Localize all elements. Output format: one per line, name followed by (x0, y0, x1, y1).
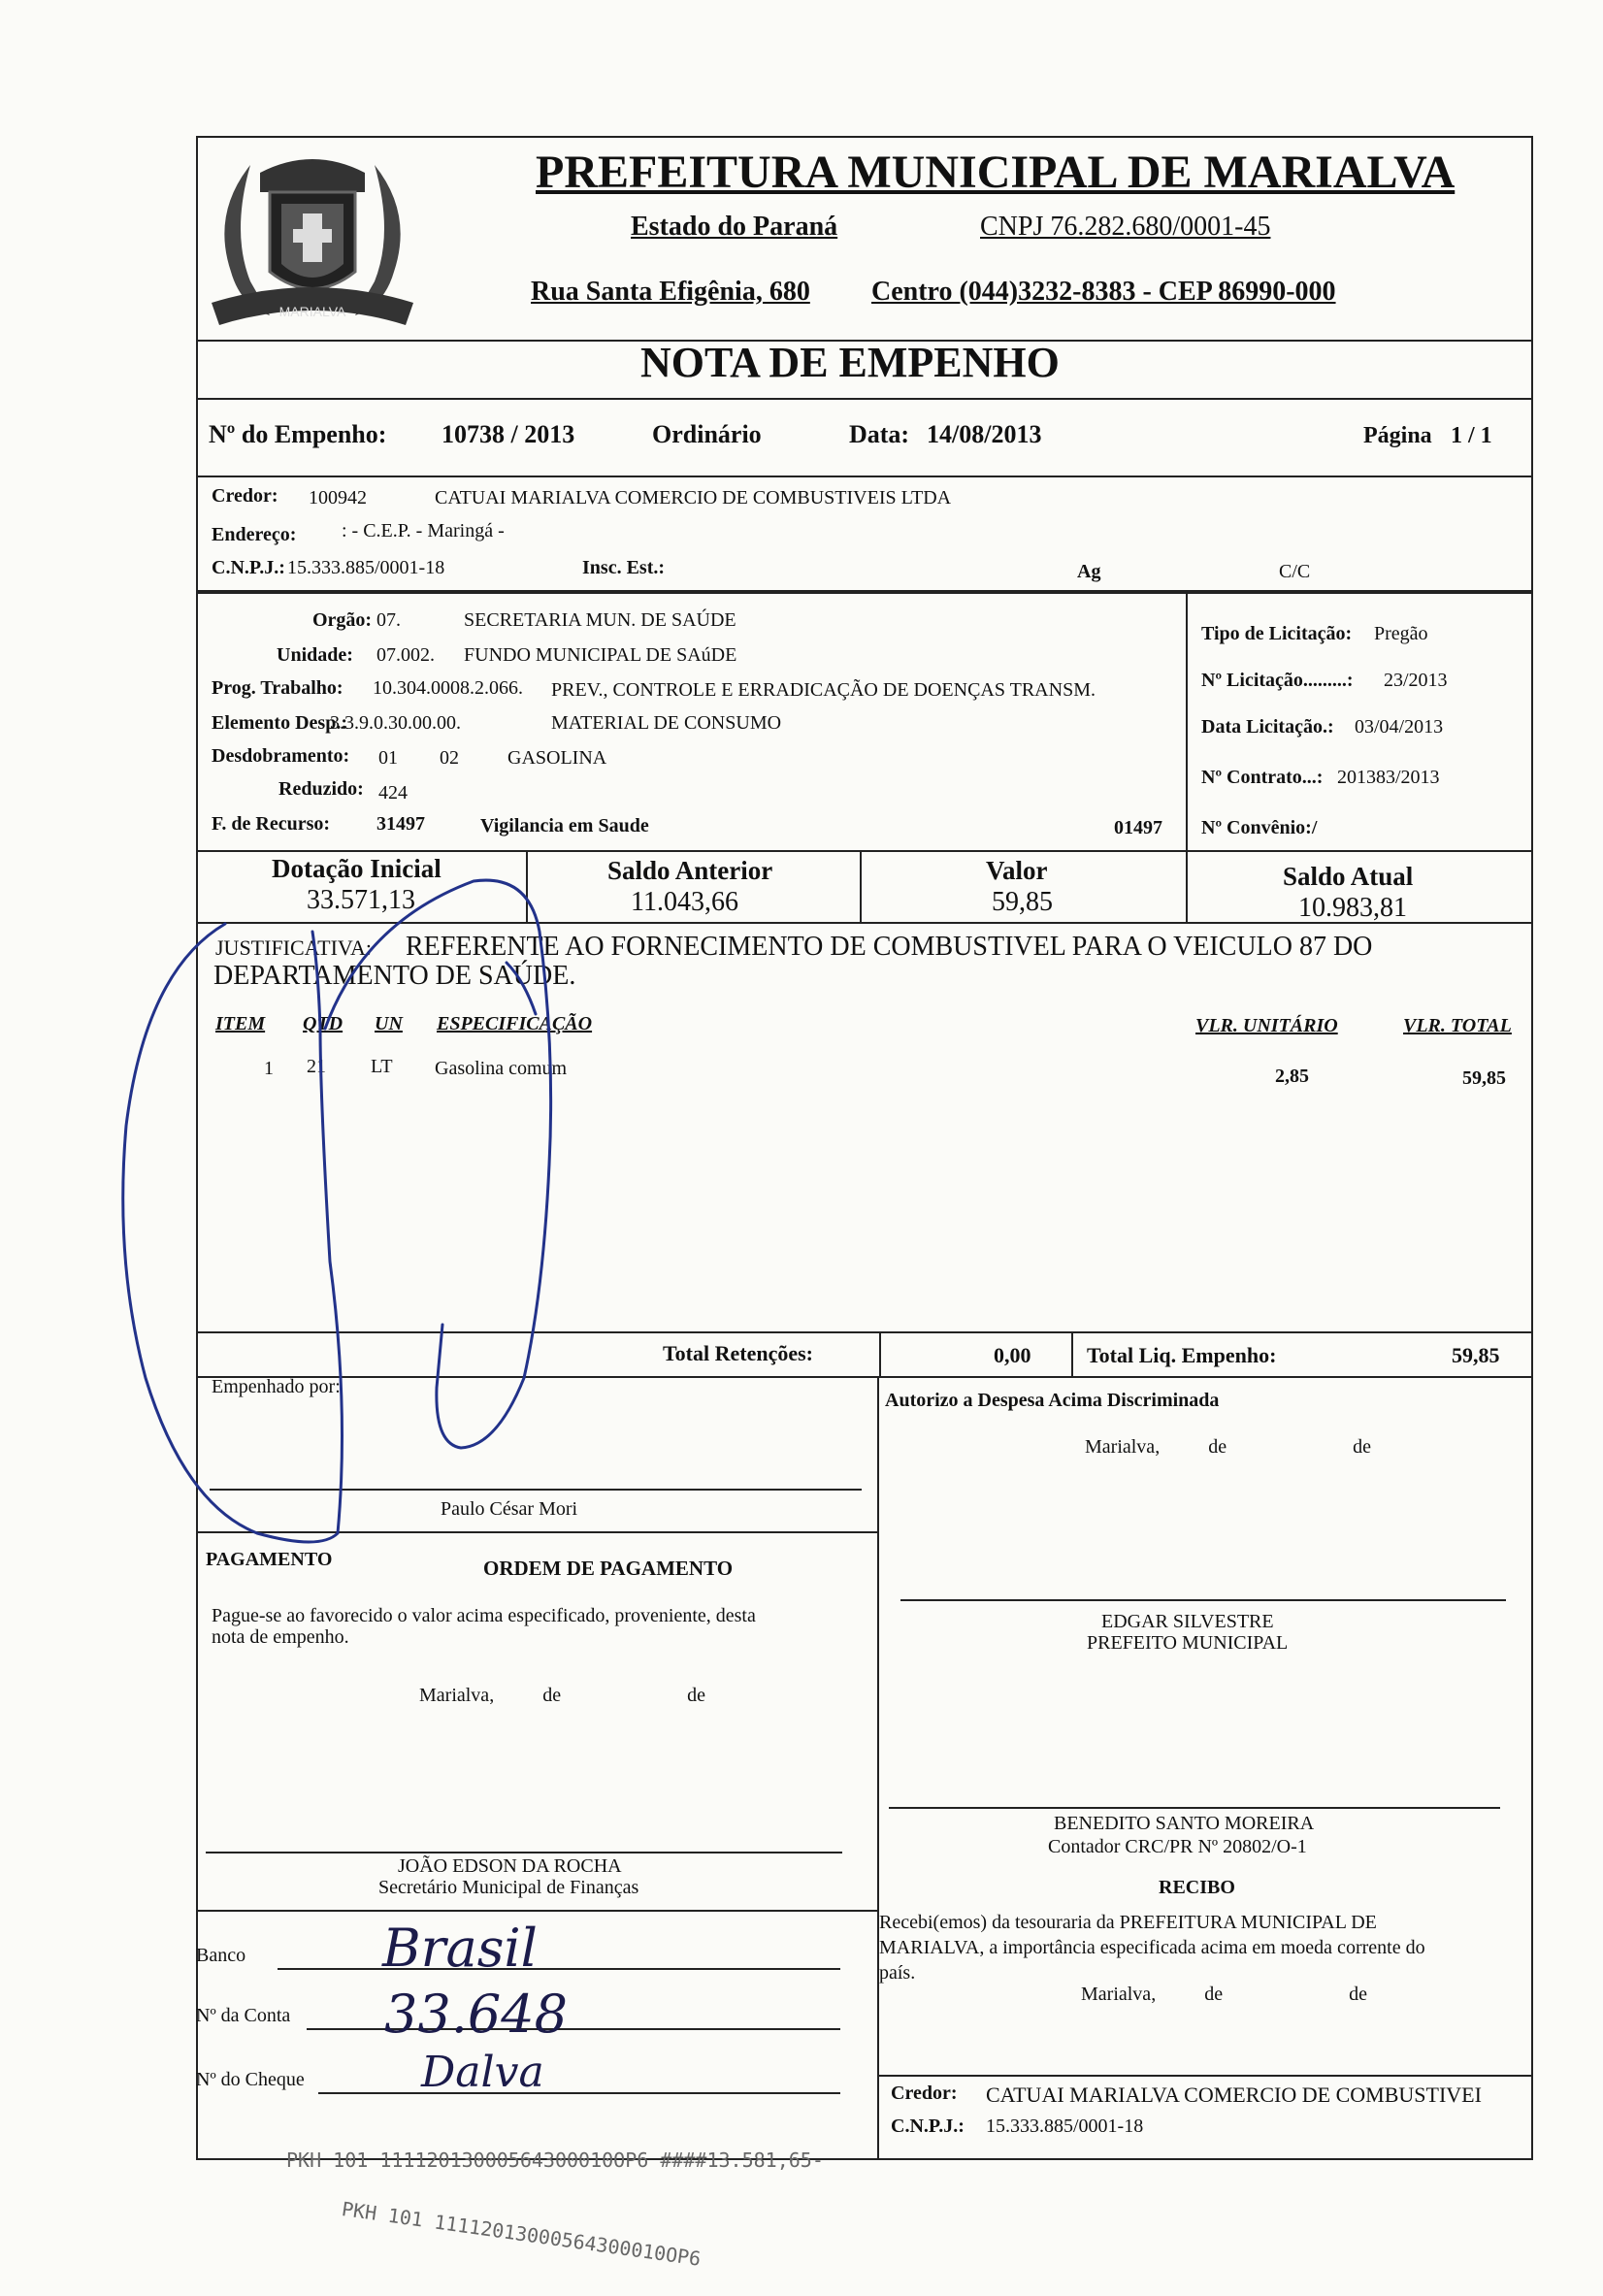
dotacao-value: 33.571,13 (307, 885, 415, 915)
balances-divider-3 (1186, 850, 1188, 924)
prog-code: 10.304.0008.2.066. (373, 677, 523, 699)
tipo-licitacao-label: Tipo de Licitação: (1201, 623, 1353, 644)
contrato-value: 201383/2013 (1337, 767, 1440, 788)
page-label: Página (1363, 423, 1432, 448)
justificativa-label: JUSTIFICATIVA: (215, 935, 372, 960)
data-licitacao-value: 03/04/2013 (1355, 716, 1444, 738)
empenhado-name: Paulo César Mori (441, 1498, 578, 1520)
totals-divider-2 (1071, 1331, 1073, 1378)
desdobramento-label: Desdobramento: (212, 745, 350, 767)
banco-handwritten: Brasil (382, 1918, 538, 1979)
row-espec: Gasolina comum (435, 1058, 568, 1079)
desdobramento-name: GASOLINA (507, 747, 607, 769)
credor-cnpj-label: C.N.P.J.: (212, 557, 285, 578)
autorizo-label: Autorizo a Despesa Acima Discriminada (885, 1390, 1220, 1411)
recibo-title: RECIBO (1159, 1877, 1235, 1898)
contador-name: BENEDITO SANTO MOREIRA (1054, 1813, 1315, 1834)
secretario-title: Secretário Municipal de Finanças (378, 1877, 639, 1898)
recibo-place: Marialva, de de (1081, 1984, 1367, 2005)
cnpj-text: CNPJ 76.282.680/0001-45 (980, 212, 1271, 242)
prog-label: Prog. Trabalho: (212, 677, 344, 699)
desdobramento-b: 02 (440, 747, 459, 769)
prefeito-title: PREFEITO MUNICIPAL (1087, 1632, 1289, 1654)
dotacao-label: Dotação Inicial (272, 854, 442, 883)
row-un: LT (371, 1056, 393, 1077)
recibo-line2: MARIALVA, a importância especificada acima em moeda corrente do (879, 1937, 1425, 1958)
recibo-credor-name: CATUAI MARIALVA COMERCIO DE COMBUSTIVEI (986, 2083, 1482, 2107)
crest-banner-text: MARIALVA (278, 304, 346, 319)
recurso-name: Vigilancia em Saude (480, 815, 649, 836)
credor-label: Credor: (212, 485, 278, 507)
machine-stamp-2: PKH 101 11112013000564300010OP6 (340, 2197, 703, 2271)
credor-cnpj: 15.333.885/0001-18 (287, 557, 445, 578)
pagamento-top-line (196, 1531, 877, 1533)
empenho-date: 14/08/2013 (927, 420, 1042, 448)
col-header-item: ITEM (215, 1013, 266, 1034)
reduzido-label: Reduzido: (278, 778, 364, 800)
recibo-cnpj: 15.333.885/0001-18 (986, 2116, 1144, 2137)
secretario-signature-line (206, 1852, 842, 1853)
empenho-number: 10738 / 2013 (442, 420, 575, 448)
licitacao-divider (1186, 592, 1188, 852)
balances-divider-2 (860, 850, 862, 924)
justificativa-line2: DEPARTAMENTO DE SAÚDE. (213, 961, 576, 991)
recibo-cnpj-label: C.N.P.J.: (891, 2116, 965, 2137)
cheque-handwritten: Dalva (421, 2048, 544, 2097)
liquido-value: 59,85 (1452, 1343, 1500, 1367)
contact-text: Centro (044)3232-8383 - CEP 86990-000 (871, 277, 1336, 307)
pagamento-text-line1: Pague-se ao favorecido o valor acima especificado, proveniente, desta (212, 1605, 756, 1626)
tipo-licitacao-value: Pregão (1374, 623, 1428, 644)
orgao-code: 07. (376, 609, 401, 631)
cc-label: C/C (1279, 561, 1311, 582)
data-licitacao-label: Data Licitação.: (1201, 716, 1334, 738)
totals-divider-1 (879, 1331, 881, 1378)
prefeitura-title: PREFEITURA MUNICIPAL DE MARIALVA (536, 147, 1456, 198)
row-qtd: 21 (307, 1056, 326, 1077)
banco-label: Banco (196, 1945, 246, 1966)
credor-name: CATUAI MARIALVA COMERCIO DE COMBUSTIVEIS LTDA (435, 487, 952, 508)
saldo-anterior-value: 11.043,66 (631, 887, 738, 917)
credor-code: 100942 (309, 487, 367, 508)
address-value: : - C.E.P. - Maringá - (342, 520, 505, 541)
saldo-atual-label: Saldo Atual (1283, 862, 1414, 891)
street-text: Rua Santa Efigênia, 680 (531, 277, 810, 307)
col-header-un: UN (375, 1013, 403, 1034)
unidade-code: 07.002. (376, 644, 435, 666)
convenio-label: Nº Convênio:/ (1201, 817, 1318, 838)
valor-value: 59,85 (992, 887, 1053, 917)
recurso-extra: 01497 (1114, 817, 1162, 838)
retencoes-label: Total Retenções: (663, 1341, 813, 1365)
credor-top-line (877, 2075, 1533, 2077)
empenhado-signature-line (210, 1489, 862, 1491)
prefeito-name: EDGAR SILVESTRE (1101, 1611, 1274, 1632)
document-title: NOTA DE EMPENHO (640, 339, 1060, 386)
row-item: 1 (264, 1058, 274, 1079)
ordem-pagamento-label: ORDEM DE PAGAMENTO (483, 1557, 734, 1580)
ag-label: Ag (1077, 561, 1101, 582)
recurso-code: 31497 (376, 813, 425, 835)
row-vlr-total: 59,85 (1462, 1067, 1506, 1089)
pagamento-label: PAGAMENTO (206, 1549, 333, 1570)
recibo-line3: país. (879, 1962, 916, 1984)
elemento-code: 3.3.9.0.30.00.00. (330, 712, 461, 734)
insc-label: Insc. Est.: (582, 557, 666, 578)
secretario-name: JOÃO EDSON DA ROCHA (398, 1855, 622, 1877)
totals-frame (196, 1331, 1533, 1378)
numero-licitacao-label: Nº Licitação.........: (1201, 670, 1354, 691)
valor-label: Valor (986, 856, 1048, 885)
contrato-label: Nº Contrato...: (1201, 767, 1324, 788)
unidade-label: Unidade: (277, 644, 353, 666)
desdobramento-a: 01 (378, 747, 398, 769)
col-header-vlr-total: VLR. TOTAL (1403, 1015, 1512, 1036)
recurso-label: F. de Recurso: (212, 813, 331, 835)
elemento-label: Elemento Desp.: (212, 712, 347, 734)
empenho-type: Ordinário (652, 420, 762, 448)
page-number: 1 / 1 (1451, 423, 1492, 448)
numero-licitacao-value: 23/2013 (1384, 670, 1448, 691)
pagamento-place: Marialva, de de (419, 1685, 705, 1706)
conta-handwritten: 33.648 (384, 1984, 568, 2045)
municipal-crest-icon (202, 136, 423, 340)
reduzido-value: 424 (378, 782, 408, 804)
banco-line (278, 1968, 840, 1970)
signatures-divider (877, 1376, 879, 2160)
prog-name: PREV., CONTROLE E ERRADICAÇÃO DE DOENÇAS TRANSM. (551, 679, 1096, 701)
orgao-name: SECRETARIA MUN. DE SAÚDE (464, 609, 736, 631)
autorizo-place: Marialva, de de (1085, 1436, 1371, 1458)
col-header-espec: ESPECIFICAÇÃO (437, 1013, 593, 1034)
col-header-qtd: QTD (303, 1013, 344, 1034)
recibo-line1: Recebi(emos) da tesouraria da PREFEITURA MUNICIPAL DE (879, 1912, 1377, 1933)
empenhado-label: Empenhado por: (212, 1376, 341, 1397)
state-text: Estado do Paraná (631, 212, 838, 242)
machine-stamp-1: PKH 101 11112013000564300010OP6 ####13.581,65- (286, 2148, 824, 2172)
orgao-label: Orgão: (312, 609, 373, 631)
contador-signature-line (889, 1807, 1500, 1809)
retencoes-value: 0,00 (994, 1343, 1031, 1367)
cheque-label: Nº do Cheque (196, 2069, 305, 2090)
unidade-name: FUNDO MUNICIPAL DE SAúDE (464, 644, 737, 666)
liquido-label: Total Liq. Empenho: (1087, 1343, 1277, 1367)
cheque-line (318, 2092, 840, 2094)
elemento-name: MATERIAL DE CONSUMO (551, 712, 782, 734)
address-label: Endereço: (212, 524, 297, 545)
recibo-credor-label: Credor: (891, 2083, 958, 2104)
col-header-vlr-unit: VLR. UNITÁRIO (1195, 1015, 1338, 1036)
date-label: Data: (849, 420, 910, 448)
row-vlr-unit: 2,85 (1275, 1066, 1309, 1087)
saldo-atual-value: 10.983,81 (1298, 893, 1407, 923)
pagamento-text-line2: nota de empenho. (212, 1626, 349, 1648)
saldo-anterior-label: Saldo Anterior (607, 856, 773, 885)
banco-top-line (196, 1910, 877, 1912)
contador-title: Contador CRC/PR Nº 20802/O-1 (1048, 1836, 1307, 1857)
empenho-label: Nº do Empenho: (209, 420, 387, 448)
prefeito-signature-line (900, 1599, 1506, 1601)
balances-divider-1 (526, 850, 528, 924)
conta-label: Nº da Conta (196, 2005, 291, 2026)
justificativa-line1: REFERENTE AO FORNECIMENTO DE COMBUSTIVEL PARA O VEICULO 87 DO (406, 932, 1373, 962)
